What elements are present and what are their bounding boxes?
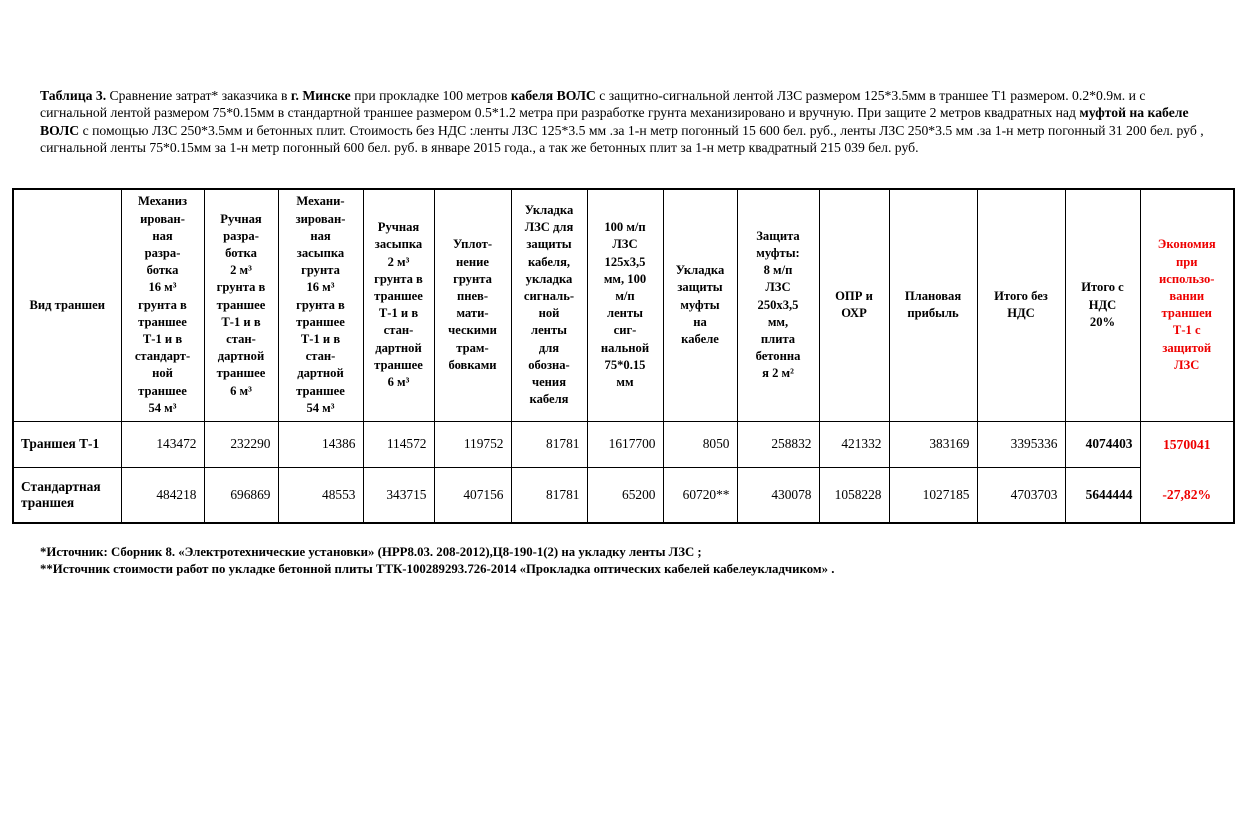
total-with-vat-cell: 4074403 [1065,421,1140,468]
data-cell: 81781 [511,421,587,468]
column-header-total-without-vat: Итого без НДС [977,189,1065,421]
column-header-opr-ohr: ОПР и ОХР [819,189,889,421]
data-cell: 3395336 [977,421,1065,468]
table-row-standard-trench [13,468,1234,523]
data-cell: 696869 [204,468,278,523]
column-header-savings: Экономия при использо- вании траншеи Т-1 с защитой ЛЗС [1140,189,1234,421]
total-with-vat-cell: 5644444 [1065,468,1140,523]
data-cell: 421332 [819,421,889,468]
data-cell: 1617700 [587,421,663,468]
caption-segment-city: г. Минске [290,87,351,103]
row-label-trench-t1: Траншея Т-1 [13,421,121,468]
table-row-trench-t1 [13,421,1234,468]
cost-comparison-table [12,188,1235,524]
column-header-lzs-laying: Укладка ЛЗС для защиты кабеля, укладка сигналь- ной ленты для обозна- чения кабеля [511,189,587,421]
data-cell: 60720** [663,468,737,523]
data-cell: 4703703 [977,468,1065,523]
savings-value-absolute: 1570041 [1162,436,1211,452]
data-cell: 114572 [363,421,434,468]
caption-segment: Сравнение затрат* заказчика в [109,87,291,103]
data-cell: 343715 [363,468,434,523]
column-header-mech-excavation: Механиз ирован- ная разра- ботка 16 м³ грунта в траншее Т-1 и в стандарт- ной траншее 54 м³ [121,189,204,421]
column-header-planned-profit: Плановая прибыль [889,189,977,421]
caption-segment: с помощью ЛЗС 250*3.5мм и бетонных плит. Стоимость без НДС :ленты ЛЗС 125*3.5 мм .за 1-н метр погонный 15 600 бел. руб., ленты ЛЗС 250*3.5 мм .за 1-н метр погонный 31 200 бел. руб , сигнальной ленты 75*0.15мм за 1-н метр погонный 600 бел. руб. в январе 2015 года., а так же бетонных плит за 1-н метр квадратный 215 039 бел. руб. [40,122,1204,156]
data-cell: 1058228 [819,468,889,523]
caption-segment: при прокладке 100 метров [354,87,511,103]
column-header-manual-backfill: Ручная засыпка 2 м³ грунта в траншее Т-1 и в стан- дартной траншее 6 м³ [363,189,434,421]
column-header-trench-type: Вид траншеи [13,189,121,421]
data-cell: 143472 [121,421,204,468]
data-cell: 484218 [121,468,204,523]
data-cell: 430078 [737,468,819,523]
data-cell: 48553 [278,468,363,523]
row-label-standard-trench: Стандартная траншея [13,468,121,523]
data-cell: 383169 [889,421,977,468]
column-header-total-with-vat: Итого с НДС 20% [1065,189,1140,421]
header-row [13,189,1234,421]
caption-segment: с защитно-сигнальной лентой ЛЗС размером 125*3.5мм в траншее Т1 размером. 0.2*0.9м. и с сигнальной лентой размером 75*0.15мм в стандартной траншее размером 0.5*1.2 метра при разработке грунта механизировано и вручную. При защите 2 метров квадратных над [40,87,1146,121]
column-header-manual-excavation: Ручная разра- ботка 2 м³ грунта в траншее Т-1 и в стан- дартной траншее 6 м³ [204,189,278,421]
data-cell: 119752 [434,421,511,468]
footnotes [40,544,1210,578]
column-header-compaction: Уплот- нение грунта пнев- мати- ческими трам- бовками [434,189,511,421]
column-header-mech-backfill: Механи- зирован- ная засыпка грунта 16 м³ грунта в траншее Т-1 и в стан- дартной траншее 54 м³ [278,189,363,421]
footnote-2: **Источник стоимости работ по укладке бетонной плиты ТТК-100289293.726-2014 «Прокладка оптических кабелей кабелеукладчиком» . [40,562,835,577]
data-cell: 1027185 [889,468,977,523]
data-cell: 8050 [663,421,737,468]
data-cell: 65200 [587,468,663,523]
caption-segment-cable: кабеля ВОЛС [510,87,596,103]
data-cell: 407156 [434,468,511,523]
savings-value-percent: -27,82% [1162,486,1212,502]
data-cell: 258832 [737,421,819,468]
column-header-coupling-protection-laying: Укладка защиты муфты на кабеле [663,189,737,421]
column-header-tape-materials: 100 м/п ЛЗС 125х3,5 мм, 100 м/п ленты сиг- нальной 75*0.15 мм [587,189,663,421]
caption-segment-title: Таблица 3. [40,87,107,103]
column-header-coupling-protection-materials: Защита муфты: 8 м/п ЛЗС 250х3,5 мм, плита бетонна я 2 м² [737,189,819,421]
savings-cell [1140,421,1234,523]
footnote-1: *Источник: Сборник 8. «Электротехнические установки» (НРР8.03. 208-2012),Ц8-190-1(2) на укладку ленты ЛЗС ; [40,545,702,559]
table-caption [40,87,1208,157]
data-cell: 14386 [278,421,363,468]
data-cell: 232290 [204,421,278,468]
data-cell: 81781 [511,468,587,523]
caption-segment-coupling: муфтой на кабеле ВОЛС [40,105,1189,138]
